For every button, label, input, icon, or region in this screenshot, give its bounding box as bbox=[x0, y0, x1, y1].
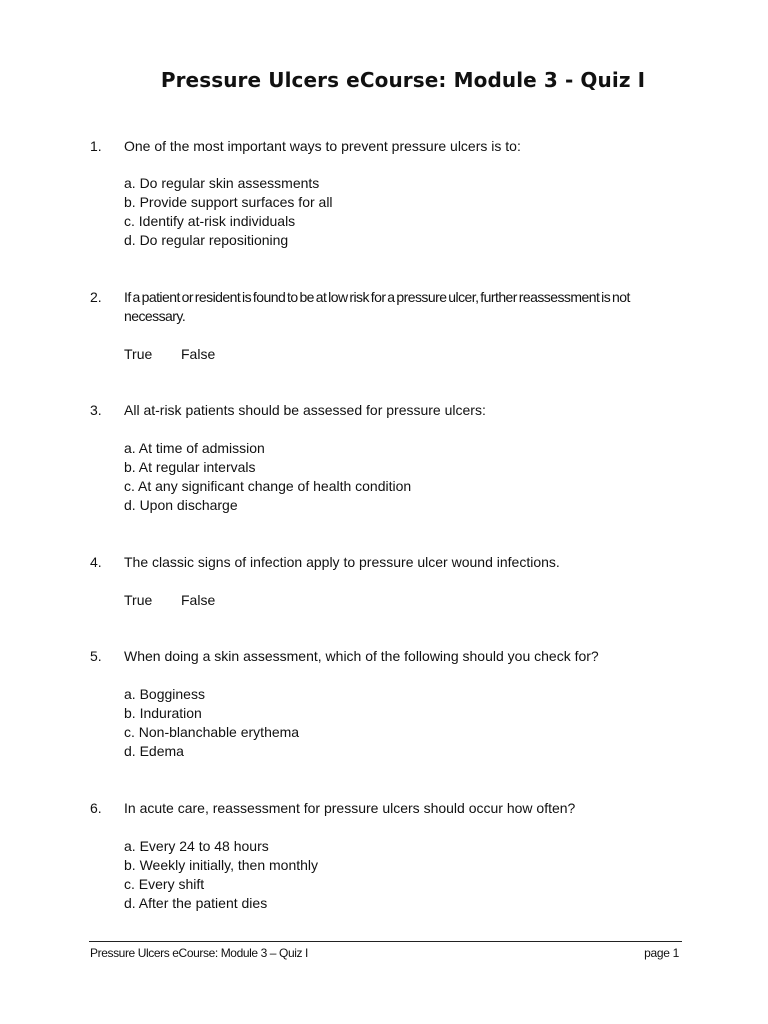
question-text: The classic signs of infection apply to pressure ulcer wound infections. bbox=[124, 554, 560, 570]
option-d: d. Do regular repositioning bbox=[124, 232, 289, 248]
option-true: True bbox=[124, 592, 153, 608]
option-list bbox=[124, 174, 333, 250]
option-list bbox=[124, 685, 299, 761]
option-d: d. Upon discharge bbox=[124, 497, 238, 513]
question-number: 5. bbox=[90, 648, 102, 664]
page-title: Pressure Ulcers eCourse: Module 3 - Quiz I bbox=[160, 68, 646, 92]
question-number: 4. bbox=[90, 554, 102, 570]
footer-course-title: Pressure Ulcers eCourse: Module 3 – Quiz I bbox=[90, 946, 308, 960]
question-number: 1. bbox=[90, 138, 102, 154]
option-c: c. Every shift bbox=[124, 876, 205, 892]
true-false-options bbox=[124, 345, 215, 364]
question-text: If a patient or resident is found to be at low risk for a pressure ulcer, further reassessment is not necessary. bbox=[124, 289, 630, 324]
question-text: In acute care, reassessment for pressure ulcers should occur how often? bbox=[124, 800, 576, 816]
option-true: True bbox=[124, 346, 153, 362]
question-text: All at-risk patients should be assessed for pressure ulcers: bbox=[124, 402, 486, 418]
option-a: a. Do regular skin assessments bbox=[124, 175, 320, 191]
true-false-options bbox=[124, 591, 215, 610]
question-number: 2. bbox=[90, 289, 102, 305]
option-b: b. Weekly initially, then monthly bbox=[124, 857, 319, 873]
option-list bbox=[124, 439, 411, 515]
option-c: c. Identify at-risk individuals bbox=[124, 213, 296, 229]
option-a: a. At time of admission bbox=[124, 440, 265, 456]
option-b: b. At regular intervals bbox=[124, 459, 256, 475]
question-number: 6. bbox=[90, 800, 102, 816]
option-c: c. Non-blanchable erythema bbox=[124, 724, 300, 740]
option-b: b. Provide support surfaces for all bbox=[124, 194, 333, 210]
question-text: One of the most important ways to prevent pressure ulcers is to: bbox=[124, 138, 521, 154]
option-list bbox=[124, 837, 318, 913]
option-d: d. After the patient dies bbox=[124, 895, 268, 911]
footer-divider bbox=[89, 941, 682, 942]
question-number: 3. bbox=[90, 402, 102, 418]
option-c: c. At any significant change of health condition bbox=[124, 478, 412, 494]
footer-page-number: page 1 bbox=[644, 946, 679, 960]
option-b: b. Induration bbox=[124, 705, 202, 721]
option-false: False bbox=[181, 592, 216, 608]
option-false: False bbox=[181, 346, 216, 362]
option-a: a. Every 24 to 48 hours bbox=[124, 838, 269, 854]
question-text: When doing a skin assessment, which of the following should you check for? bbox=[124, 648, 599, 664]
option-a: a. Bogginess bbox=[124, 686, 205, 702]
option-d: d. Edema bbox=[124, 743, 184, 759]
